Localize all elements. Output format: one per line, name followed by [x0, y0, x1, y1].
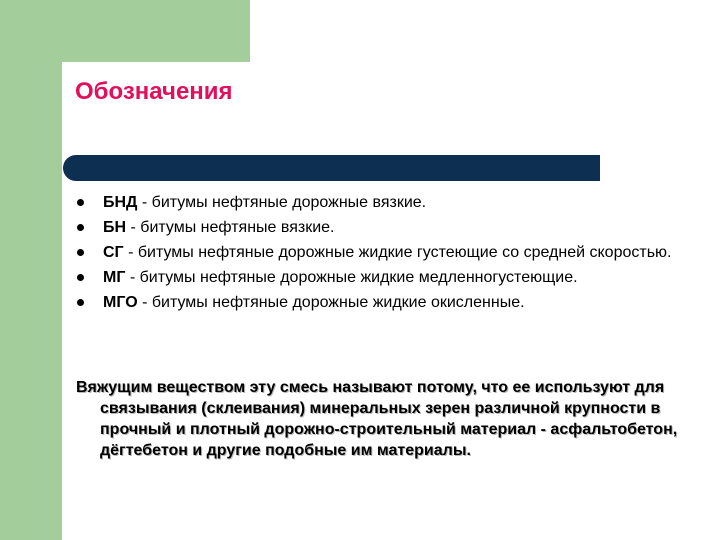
- list-item: [76, 268, 706, 287]
- slide-title: Обозначения: [75, 78, 233, 105]
- list-item: [76, 193, 706, 212]
- abbreviation-term: МГ: [103, 269, 126, 286]
- abbreviation-term: МГО: [103, 294, 138, 311]
- abbreviation-definition: - битумы нефтяные вязкие.: [126, 219, 335, 236]
- title-divider-bar: [63, 155, 600, 181]
- bullet-icon: [77, 299, 84, 306]
- bullet-icon: [77, 224, 84, 231]
- list-item: [76, 218, 706, 237]
- bullet-icon: [77, 274, 84, 281]
- bullet-icon: [77, 199, 84, 206]
- explanation-paragraph: Вяжущим веществом эту смесь называют потому, что ее используют для связывания (склеивания) минеральных зерен различной крупности в прочный и плотный дорожно-строительный материал - асфальтобетон, дёгтебетон и другие подобные им материалы.: [76, 379, 678, 459]
- abbreviation-definition: - битумы нефтяные дорожные вязкие.: [137, 194, 427, 211]
- top-accent-block: [62, 0, 250, 62]
- abbreviation-definition: - битумы нефтяные дорожные жидкие медленногустеющие.: [125, 269, 578, 286]
- abbreviation-definition: - битумы нефтяные дорожные жидкие окисленные.: [137, 294, 525, 311]
- abbreviation-term: СГ: [103, 244, 124, 261]
- left-accent-band: [0, 0, 62, 540]
- abbreviation-term: БН: [103, 219, 127, 236]
- abbreviation-definition: - битумы нефтяные дорожные жидкие густеющие со средней скоростью.: [123, 244, 672, 261]
- bullet-icon: [77, 249, 84, 256]
- abbreviation-list: [76, 193, 706, 318]
- list-item: [76, 293, 706, 312]
- list-item: [76, 243, 706, 262]
- divider-bar: [76, 155, 600, 181]
- abbreviation-term: БНД: [103, 194, 138, 211]
